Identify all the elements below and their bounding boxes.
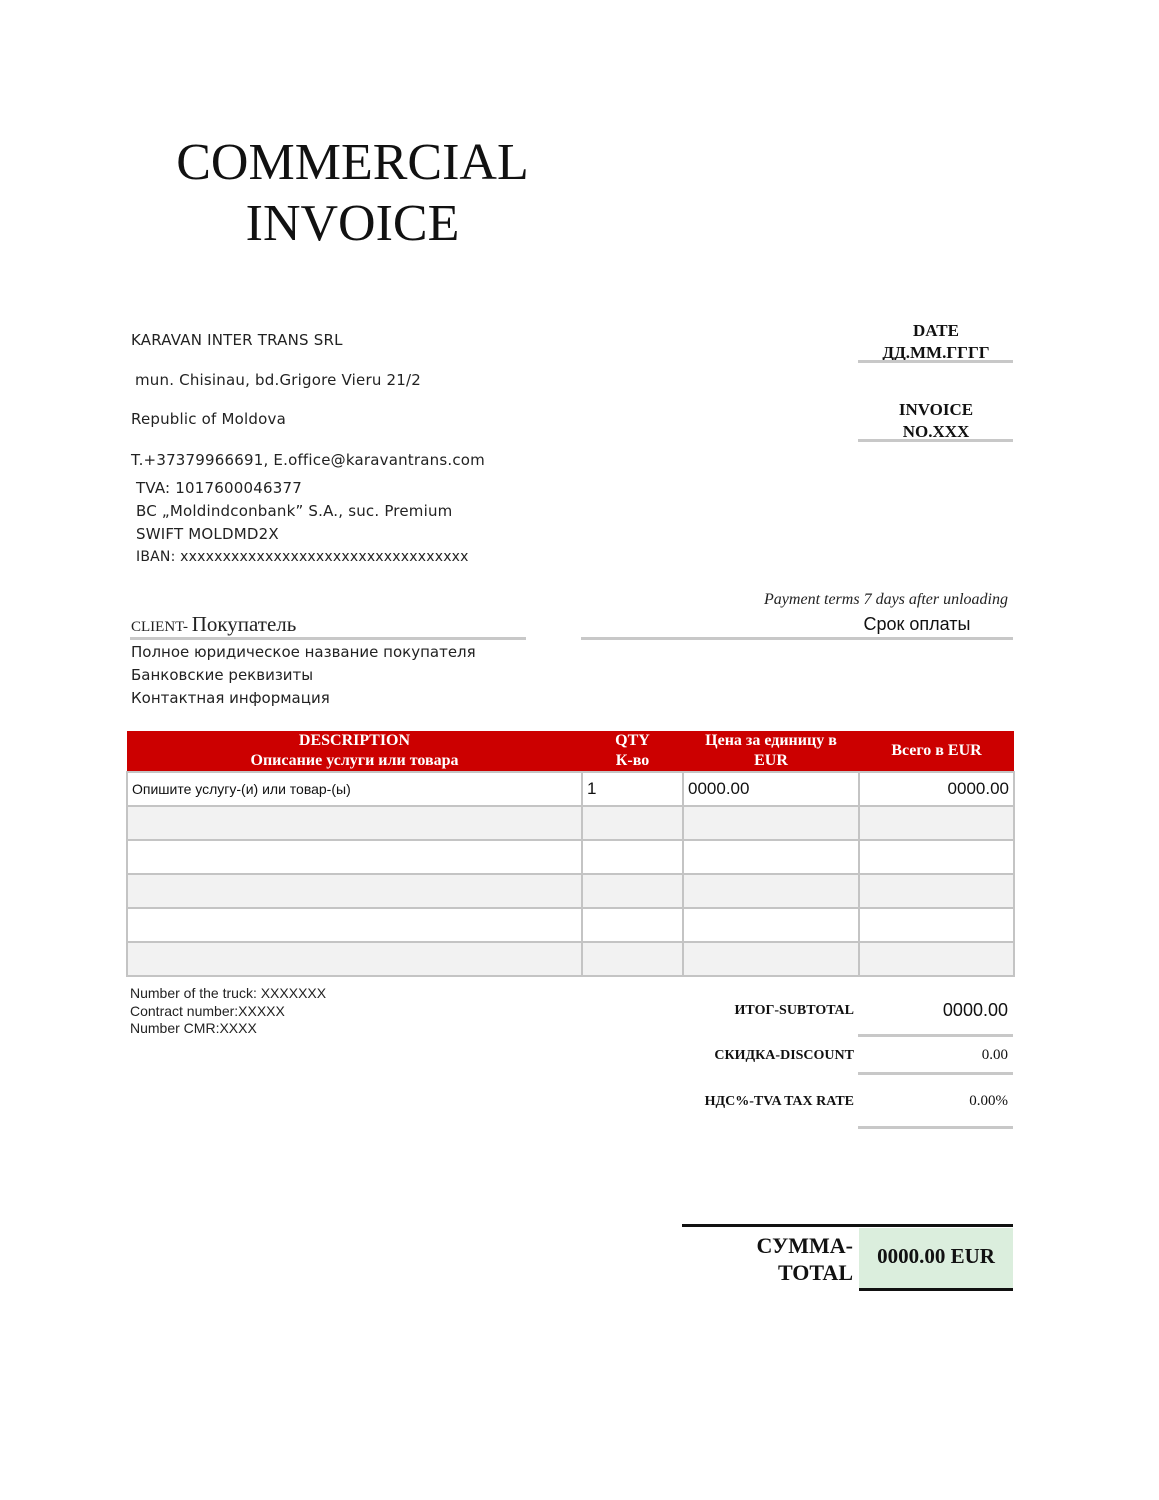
cell-description[interactable] <box>127 942 582 976</box>
invoice-label: INVOICE <box>898 400 974 419</box>
discount-underline <box>858 1072 1013 1075</box>
company-contact: T.+37379966691, E.office@karavantrans.com <box>131 451 485 469</box>
table-row <box>127 806 1014 840</box>
cell-unit-price[interactable] <box>683 874 859 908</box>
cell-qty[interactable] <box>582 874 683 908</box>
invoice-number-block <box>860 399 1012 443</box>
cell-unit-price[interactable] <box>683 942 859 976</box>
client-bank-details: Банковские реквизиты <box>131 666 314 684</box>
cell-total[interactable] <box>859 840 1014 874</box>
payment-underline <box>581 637 1013 640</box>
header-total: Всего в EUR <box>859 731 1014 772</box>
subtotal-label: ИТОГ-SUBTOTAL <box>734 1003 854 1018</box>
document-title <box>150 132 555 254</box>
cell-total[interactable]: 0000.00 <box>859 772 1014 806</box>
discount-value: 0.00 <box>981 1047 1008 1063</box>
header-qty: QTY К-во <box>582 731 683 772</box>
contract-number: Contract number:XXXXX <box>130 1003 285 1019</box>
table-row <box>127 942 1014 976</box>
tax-underline <box>858 1126 1013 1129</box>
cell-description[interactable] <box>127 840 582 874</box>
company-swift: SWIFT MOLDMD2X <box>136 525 279 543</box>
cell-unit-price[interactable] <box>683 908 859 942</box>
cell-total[interactable] <box>859 908 1014 942</box>
date-underline <box>858 360 1013 363</box>
date-value: ДД.ММ.ГГГГ <box>882 343 990 362</box>
cell-description[interactable] <box>127 908 582 942</box>
items-table <box>126 731 1015 977</box>
table-row <box>127 874 1014 908</box>
table-row <box>127 840 1014 874</box>
cell-qty[interactable] <box>582 942 683 976</box>
table-row <box>127 908 1014 942</box>
subtotal-value: 0000.00 <box>942 1000 1008 1020</box>
company-iban: IBAN: xxxxxxxxxxxxxxxxxxxxxxxxxxxxxxxxxx <box>136 549 469 565</box>
date-block <box>860 320 1012 364</box>
cell-qty[interactable] <box>582 840 683 874</box>
title-line-1: COMMERCIAL <box>176 134 529 191</box>
cell-unit-price[interactable] <box>683 806 859 840</box>
client-label <box>131 612 296 637</box>
client-contact-info: Контактная информация <box>131 689 330 707</box>
total-label: СУММА- TOTAL <box>756 1233 853 1285</box>
tax-rate-value: 0.00% <box>969 1093 1008 1109</box>
cell-total[interactable] <box>859 942 1014 976</box>
table-row <box>127 772 1014 806</box>
payment-terms: Payment terms 7 days after unloading <box>764 591 1008 608</box>
cell-unit-price[interactable]: 0000.00 <box>683 772 859 806</box>
company-address: mun. Chisinau, bd.Grigore Vieru 21/2 <box>135 371 421 389</box>
invoice-underline <box>858 439 1013 442</box>
company-tva: TVA: 1017600046377 <box>136 479 302 497</box>
total-value: 0000.00 EUR <box>877 1244 995 1268</box>
cell-description[interactable] <box>127 874 582 908</box>
client-legal-name: Полное юридическое название покупателя <box>131 643 476 661</box>
cmr-number: Number CMR:XXXX <box>130 1020 257 1036</box>
client-underline <box>130 637 526 640</box>
subtotal-underline <box>858 1034 1013 1037</box>
truck-number: Number of the truck: XXXXXXX <box>130 985 327 1001</box>
discount-label: СКИДКА-DISCOUNT <box>714 1048 854 1063</box>
tax-rate-label: НДС%-TVA TAX RATE <box>704 1094 854 1109</box>
cell-qty[interactable]: 1 <box>582 772 683 806</box>
due-date-label: Срок оплаты <box>863 614 971 634</box>
header-unit-price: Цена за единицу в EUR <box>683 731 859 772</box>
total-top-rule <box>682 1224 1013 1227</box>
cell-qty[interactable] <box>582 908 683 942</box>
header-description: DESCRIPTION Описание услуги или товара <box>127 731 582 772</box>
cell-unit-price[interactable] <box>683 840 859 874</box>
company-bank: BC „Moldindconbank” S.A., suc. Premium <box>136 502 453 520</box>
cell-description[interactable]: Опишите услугу-(и) или товар-(ы) <box>127 772 582 806</box>
client-label-small: CLIENT- <box>131 619 192 635</box>
cell-total[interactable] <box>859 874 1014 908</box>
table-header-row <box>127 731 1014 772</box>
company-name: KARAVAN INTER TRANS SRL <box>131 331 343 349</box>
title-line-2: INVOICE <box>245 195 460 252</box>
cell-total[interactable] <box>859 806 1014 840</box>
date-label: DATE <box>913 321 959 340</box>
client-label-big: Покупатель <box>191 612 297 636</box>
company-country: Republic of Moldova <box>131 410 286 428</box>
cell-description[interactable] <box>127 806 582 840</box>
cell-qty[interactable] <box>582 806 683 840</box>
invoice-number: NO.XXX <box>902 422 970 441</box>
